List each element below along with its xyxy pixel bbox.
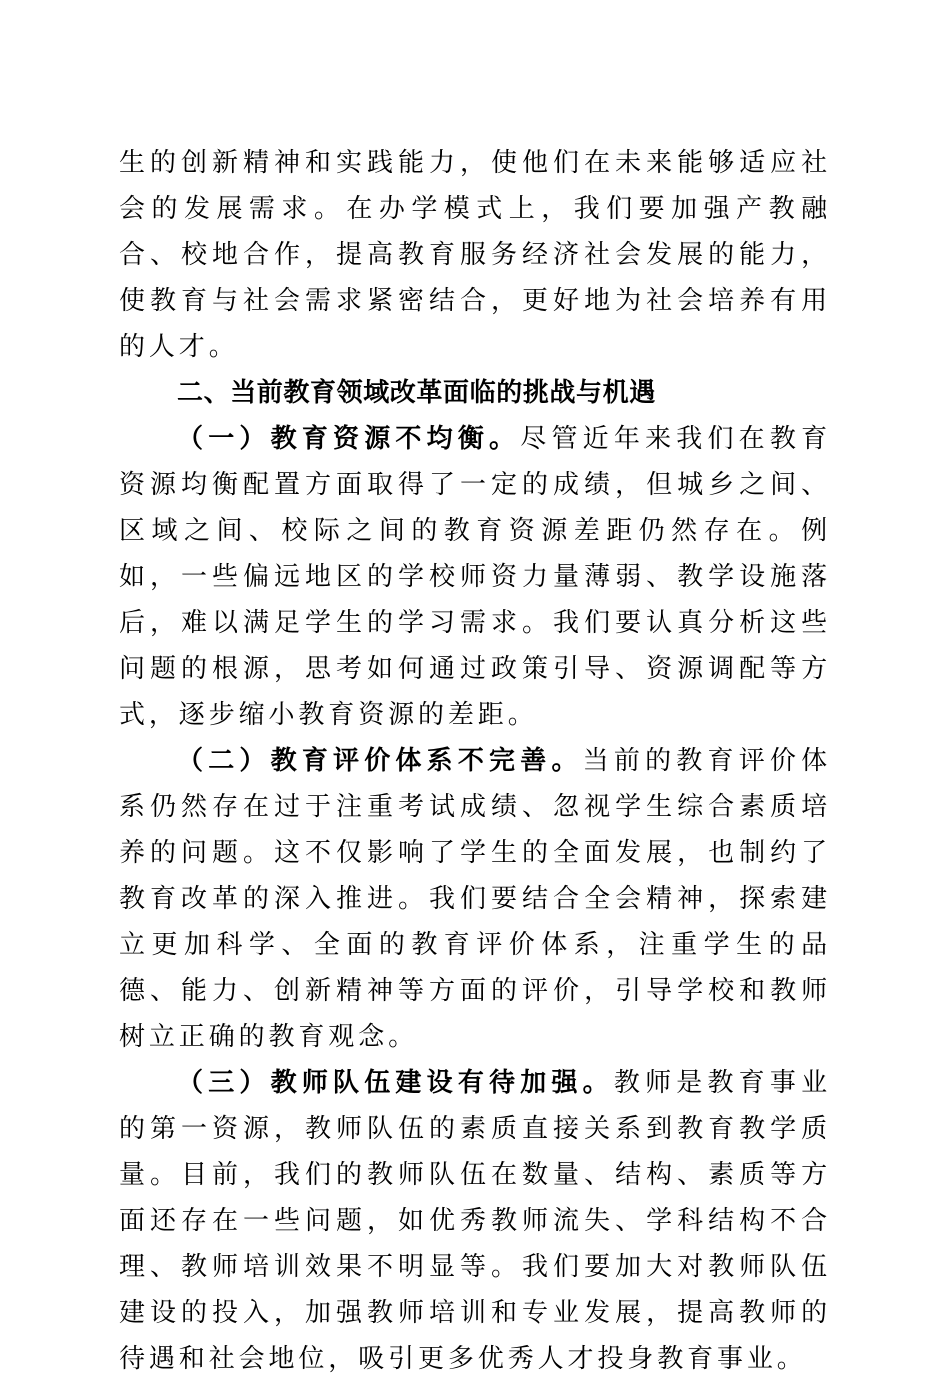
item-body-2: 当前的教育评价体系仍然存在过于注重考试成绩、忽视学生综合素质培养的问题。这不仅影响了学生的全面发展，也制约了教育改革的深入推进。我们要结合全会精神，探索建立更加科学、全面的教育评价体系，注重学生的品德、能力、创新精神等方面的评价，引导学校和教师树立正确的教育观念。: [119, 746, 832, 1052]
item-title-3: （三）教师队伍建设有待加强。: [177, 1068, 614, 1098]
item-title-2: （二）教育评价体系不完善。: [177, 746, 583, 776]
item-paragraph-3: [119, 1060, 831, 1382]
item-body-1: 尽管近年来我们在教育资源均衡配置方面取得了一定的成绩，但城乡之间、区域之间、校际之间的教育资源差距仍然存在。例如，一些偏远地区的学校师资力量薄弱、教学设施落后，难以满足学生的学习需求。我们要认真分析这些问题的根源，思考如何通过政策引导、资源调配等方式，逐步缩小教育资源的差距。: [119, 424, 831, 730]
intro-paragraph: 生的创新精神和实践能力，使他们在未来能够适应社会的发展需求。在办学模式上，我们要加强产教融合、校地合作，提高教育服务经济社会发展的能力，使教育与社会需求紧密结合，更好地为社会培养有用的人才。: [119, 148, 831, 362]
item-title-1: （一）教育资源不均衡。: [177, 424, 521, 454]
item-body-3: 教师是教育事业的第一资源，教师队伍的素质直接关系到教育教学质量。目前，我们的教师队伍在数量、结构、素质等方面还存在一些问题，如优秀教师流失、学科结构不合理、教师培训效果不明显等。我们要加大对教师队伍建设的投入，加强教师培训和专业发展，提高教师的待遇和社会地位，吸引更多优秀人才投身教育事业。: [119, 1068, 831, 1374]
item-paragraph-1: [119, 416, 831, 738]
item-paragraph-2: [119, 738, 831, 1060]
section-heading: 二、当前教育领域改革面临的挑战与机遇: [177, 378, 656, 408]
document-page: [119, 140, 831, 1382]
